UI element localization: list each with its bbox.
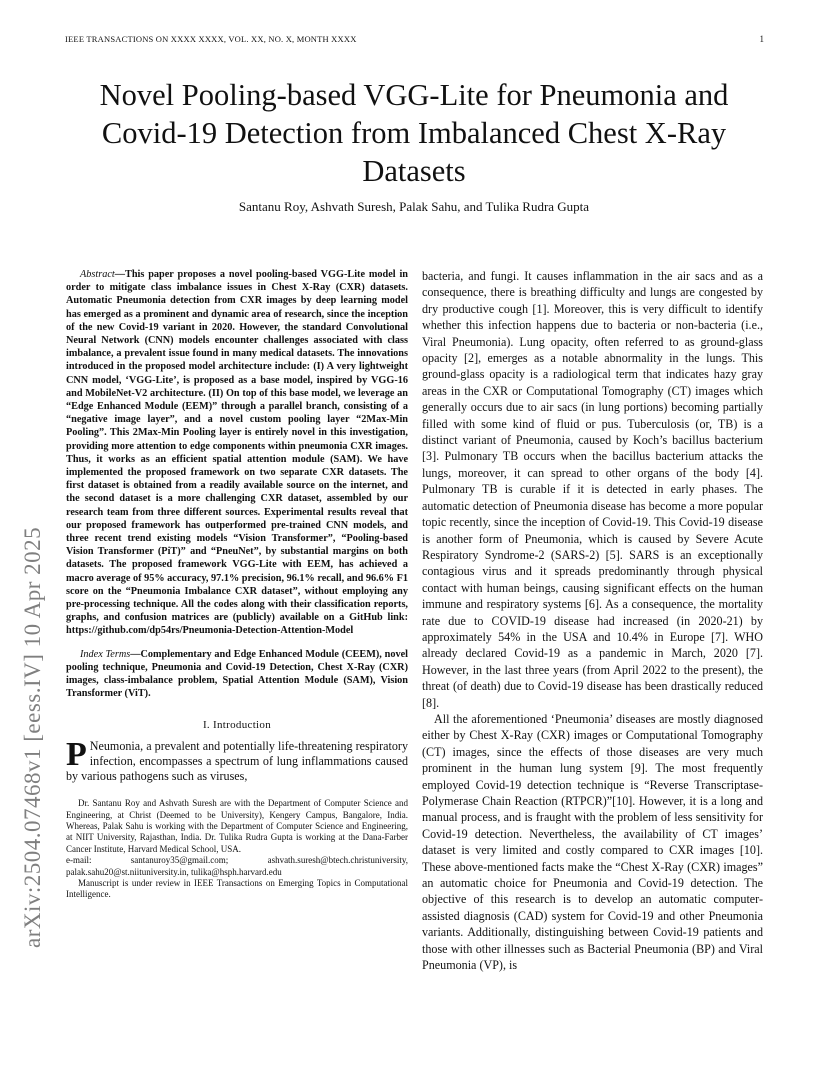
footnote-review: Manuscript is under review in IEEE Transactions on Emerging Topics in Computational Intelligence.: [66, 877, 408, 900]
footnote-emails: e-mail: santanuroy35@gmail.com; ashvath.suresh@btech.christuniversity, palak.sahu20@st.niituniversity.in, tulika@hsph.harvard.edu: [66, 855, 408, 877]
running-header: IEEE TRANSACTIONS ON XXXX XXXX, VOL. XX, NO. X, MONTH XXXX: [65, 34, 357, 44]
intro-text: Neumonia, a prevalent and potentially life-threatening respiratory infection, encompasses a spectrum of lung inflammations caused by various pathogens such as viruses,: [66, 738, 408, 783]
footnote-affiliations: Dr. Santanu Roy and Ashvath Suresh are with the Department of Computer Science and Engineering, at Christ (Deemed to be University), Kengery Campus, Bangalore, India. Whereas, Palak Sahu is working with the Department of Computer Science and Engineering, at NIIT University, Rajasthan, India. Dr. Tulika Rudra Gupta is working at the Dana-Farber Cancer Institute, Harvard Medical School, USA.: [66, 798, 408, 854]
abstract-text: —This paper proposes a novel pooling-based VGG-Lite model in order to mitigate class imbalance issues in Chest X-Ray (CXR) datasets. Automatic Pneumonia detection from CXR images by deep learning model has emerged as a prominent and dynamic area of research, since the inception of the new Covid-19 variant in 2020. However, the standard Convolutional Neural Network (CNN) models encounter challenges associated with class imbalance, a prevalent issue found in many medical datasets. The innovations introduced in the proposed model architecture include: (I) A very lightweight CNN model, ‘VGG-Lite’, is proposed as a base model, inspired by VGG-16 and MobileNet-V2 architecture. (II) On top of this base model, we leverage an “Edge Enhanced Module (EEM)” through a parallel branch, consisting of a “negative image layer”, and a novel custom pooling layer “2Max-Min Pooling”. This 2Max-Min Pooling layer is entirely novel in this investigation, providing more attention to edge components within pneumonia CXR images. Thus, it works as an efficient spatial attention module (SAM). We have implemented the proposed framework on two separate CXR datasets. The first dataset is obtained from a readily available source on the internet, and the second dataset is a more challenging CXR dataset, assembled by our research team from three different sources. Experimental results reveal that our proposed framework has outperformed pre-trained CNN models, and three recent trend existing models “Vision Transformer”, “Pooling-based Vision Transformer (PiT)” and “PneuNet”, by substantial margins on both datasets. The proposed framework VGG-Lite with EEM, has achieved a macro average of 95% accuracy, 97.1% precision, 96.1% recall, and 96.6% F1 score on the “Pneumonia Imbalance CXR dataset”, without employing any pre-processing technique. All the codes along with their classification reports, graphs, and confusion matrices are (publicly) available on a GitHub link: https://github.com/dp54rs/Pneumonia-Detection-Attention-Model: [66, 269, 408, 637]
index-terms-text: —Complementary and Edge Enhanced Module (CEEM), novel pooling technique, Pneumonia and Covid-19 Detection, Chest X-Ray (CXR) images, class-imbalance problem, Spatial Attention Module (SAM), Vision Transformer (ViT).: [66, 648, 408, 700]
author-list: Santanu Roy, Ashvath Suresh, Palak Sahu, and Tulika Rudra Gupta: [238, 199, 590, 214]
right-column: [422, 268, 763, 973]
index-terms: [66, 648, 408, 701]
index-terms-lead: Index Terms: [80, 648, 131, 660]
drop-cap: P: [66, 735, 87, 773]
body-paragraph: bacteria, and fungi. It causes inflammation in the air sacs and as a consequence, there is breathing difficulty and lungs are congested by dry productive cough [1]. Moreover, this is very difficult to identify whether this infection happens due to bacteria or non-bacteria (i.e., Viral Pneumonia). Lung opacity, often referred to as ground-glass opacity [2], emerges as a notable abnormality in the lungs. This ground-glass opacity is a radiological term that indicates hazy gray areas in the CXR or Computational Tomography (CT) images which generally occurs due to air sacs (in lung portions) becoming partially filled with some kind of fluid or pus. Tuberculosis (or, TB) is a distinct variant of Pneumonia, caused by Koch’s bacillus bacterium [3]. Pulmonary TB occurs when the bacillus bacterium attacks the lungs, moreover, it can spread to other organs of the body [4]. Pulmonary TB is curable if it is detected in early phases. The automatic detection of Pneumonia disease has become a more popular topic recently, since the inception of Covid-19. This Covid-19 disease is another form of Pneumonia, which is caused by Severe Acute Respiratory Syndrome-2 (SARS-2) [5]. SARS is an exceptionally contagious virus and it spreads predominantly through physical contact with human beings, causing significant effects on the human immune and respiratory systems [6]. As a consequence, the mortality rate due to COVID-19 disease had increased (in 2020-21) by approximately 54% in the USA and 10.4% in Europe [7]. WHO already declared Covid-19 as a pandemic in March, 2020 [7]. However, in the last three years (from April 2022 to the present), the threat (of death) due to Covid-19 disease has been drastically reduced [8].: [422, 269, 763, 710]
arxiv-stamp: arXiv:2504.07468v1 [eess.IV] 10 Apr 2025: [20, 526, 45, 948]
abstract: [66, 268, 408, 638]
body-paragraph: All the aforementioned ‘Pneumonia’ diseases are mostly diagnosed either by Chest X-Ray (CXR) images or Computational Tomography (CT) images, since the effects of those diseases are very much prominent in the human lung system [9]. The most frequently employed Covid-19 detection technique is “Reverse Transcriptase-Polymerase Chain Reaction (RTPCR)”[10]. However, it is a long and manual process, and is fraught with the problem of less sensitivity for Covid-19 detection. Nevertheless, the availability of CT images’ dataset is very limited and costly compared to CXR images [10]. These above-mentioned facts make the “Chest X-Ray (CXR) images” an automatic choice for Pneumonia and Covid-19 detection. The objective of this research is to develop an automatic computer-assisted diagnosis (CAD) system for Covid-19 and other Pneumonia variants. Additionally, distinguishing between Covid-19 patients and those with other illnesses such as Bacterial Pneumonia (BP) and Viral Pneumonia (VP), is: [422, 711, 763, 973]
page-number: 1: [759, 34, 764, 44]
abstract-lead: Abstract: [80, 269, 115, 280]
left-column: [66, 268, 408, 901]
intro-paragraph: [66, 735, 408, 785]
section-heading-introduction: I. Introduction: [202, 718, 272, 731]
paper-title: Novel Pooling-based VGG-Lite for Pneumonia and Covid-19 Detection from Imbalanced Chest X-Ray Datasets: [99, 78, 729, 188]
